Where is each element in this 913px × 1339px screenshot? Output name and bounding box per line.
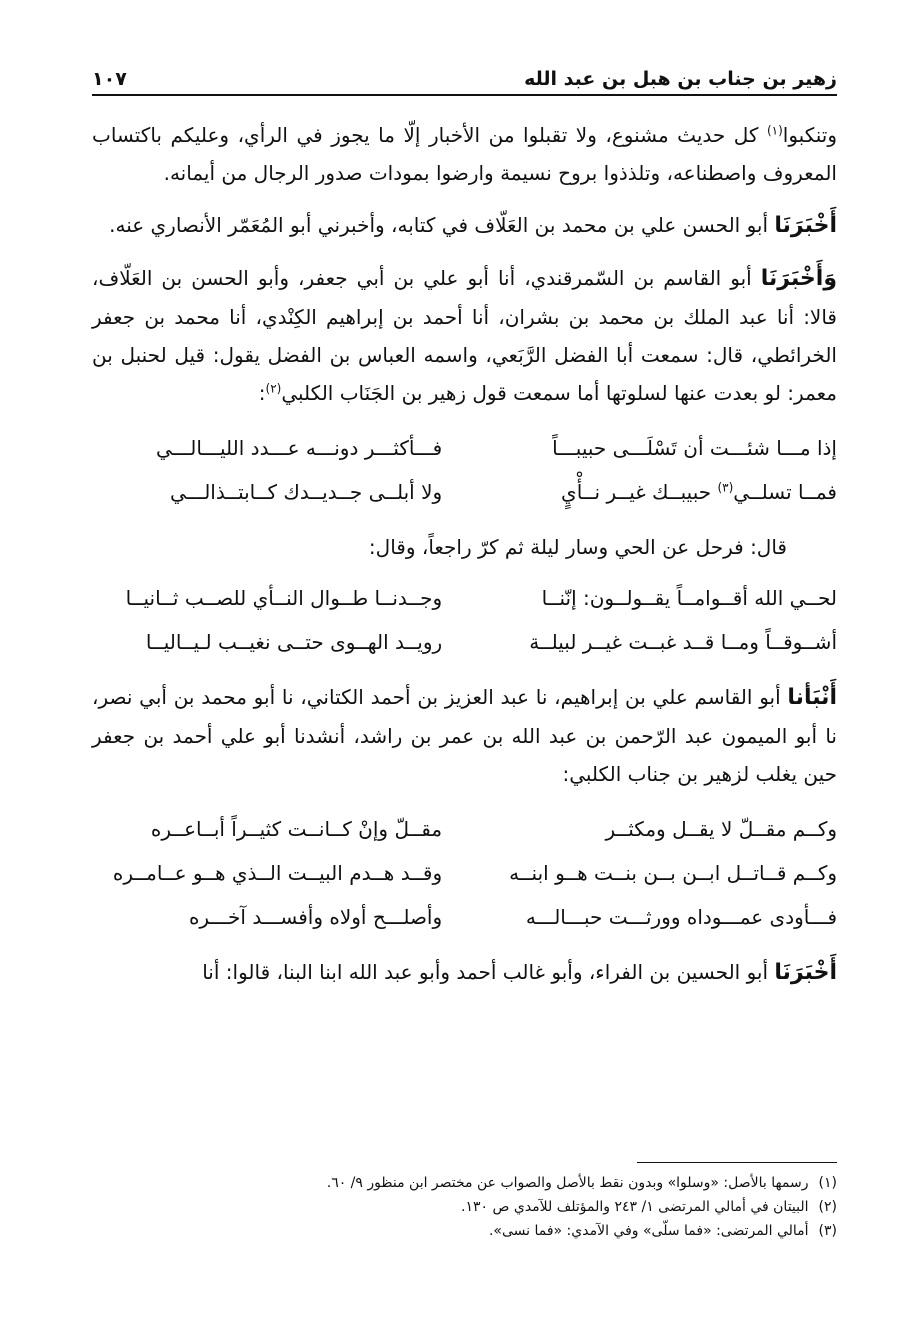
footnote-ref-1[interactable]: (١) (766, 123, 783, 138)
paragraph-1 (92, 116, 837, 192)
verse-hemistich-second: مقــلّ وإنْ كــانــت كثيــراً أبــاعــره (150, 817, 443, 841)
footnote-rule (637, 1162, 837, 1163)
verse (92, 807, 837, 851)
footnote-number: (١) (818, 1175, 837, 1191)
p1-text-start: وتنكبوا (782, 123, 837, 147)
verse (92, 851, 837, 895)
verse-hemistich-second: وأصلـــح أولاه وأفســـد آخـــره (188, 905, 443, 929)
verse-hemistich-second: فـــأكثـــر دونـــه عـــدد الليـــالـــي (155, 436, 443, 460)
poem-1 (92, 426, 837, 514)
verse-hemistich-second: وجــدنــا طــوال النــأي للصــب ثــانيــا (125, 586, 443, 610)
footnote-1 (92, 1171, 837, 1195)
hemistich-part: حبيبــك غيــر نــأْيٍ (561, 480, 718, 504)
hemistich-part: فمــا تسلــي (733, 480, 837, 504)
verse-hemistich-first: وكــم مقــلّ لا يقــل ومكثــر (605, 817, 837, 841)
paragraph-2 (92, 206, 837, 245)
main-text (92, 116, 837, 1006)
paragraph-5 (92, 678, 837, 793)
p3-text: أبو القاسم بن السّمرقندي، أنا أبو علي بن أبي جعفر، وأبو الحسن بن العَلّاف، قالا: أنا عبد الملك بن محمد بن بشران، أنا أحمد بن إبراهيم الكِنْدي، أنا محمد بن جعفر الخرائطي، قال: سمعت أبا الفضل الرَّبَعي، واسمه العباس بن الفضل يقول: قيل لحنبل بن معمر: لو بعدت عنها لسلوتها أما سمعت قول زهير بن الجَنَاب الكلبي (92, 266, 837, 405)
footnotes (92, 1162, 837, 1243)
isnad-lead: أَنْبَأنا (787, 685, 837, 710)
verse (92, 470, 837, 514)
poem-3 (92, 807, 837, 939)
footnote-number: (٣) (818, 1223, 837, 1239)
footnote-number: (٢) (818, 1199, 837, 1215)
paragraph-4: قال: فرحل عن الحي وسار ليلة ثم كرّ راجعاً، وقال: (368, 535, 787, 559)
verse (92, 426, 837, 470)
footnote-text: أمالي المرتضى: «فما سلّى» وفي الآمدي: «فما نسى». (488, 1223, 809, 1239)
verse-hemistich-first (487, 473, 837, 511)
footnote-2 (92, 1195, 837, 1219)
p6-text: أبو الحسين بن الفراء، وأبو غالب أحمد وأبو عبد الله ابنا البنا، قالوا: أنا (202, 960, 775, 984)
paragraph-3 (92, 259, 837, 412)
verse (92, 576, 837, 620)
verse-hemistich-first: أشــوقــاً ومــا قــد غبــت غيــر لبيلــة (529, 630, 837, 654)
footnote-text: رسمها بالأصل: «وسلوا» وبدون نقط بالأصل والصواب عن مختصر ابن منظور ٩/ ٦٠. (326, 1175, 809, 1191)
verse (92, 620, 837, 664)
verse-hemistich-second: ولا أبلــى جــديــدك كــابتــذالـــي (169, 480, 443, 504)
running-header (92, 60, 837, 90)
poem-2 (92, 576, 837, 664)
verse-hemistich-first: إذا مـــا شئـــت أن تَسْلَـــى حبيبـــاً (552, 436, 837, 460)
isnad-lead: أَخْبَرَنَا (774, 960, 837, 985)
paragraph-6 (92, 953, 837, 992)
footnote-ref-3[interactable]: (٣) (717, 480, 734, 495)
verse-hemistich-first: لحــي الله أقــوامــاً يقــولــون: إنّنــا (541, 586, 837, 610)
p3-tail: : (258, 381, 266, 405)
footnote-3 (92, 1219, 837, 1243)
header-title: زهير بن جناب بن هبل بن عبد الله (524, 68, 837, 90)
header-rule (92, 94, 837, 96)
verse-hemistich-second: وقــد هــدم البيــت الــذي هــو عــامــره (112, 861, 443, 885)
p5-text: أبو القاسم علي بن إبراهيم، نا عبد العزيز بن أحمد الكتاني، نا أبو محمد بن أبي نصر، نا أبو الميمون عبد الرّحمن بن عبد الله بن عمر بن راشد، أنشدنا أبو علي أحمد بن جعفر حين يغلب لزهير بن جناب الكلبي: (92, 685, 837, 786)
isnad-lead: أَخْبَرَنَا (774, 213, 837, 238)
verse-hemistich-first: وكــم قــاتــل ابــن بــن بنــت هــو ابنــه (509, 861, 837, 885)
verse-hemistich-second: رويــد الهــوى حتــى نغيــب لـيــاليــا (145, 630, 443, 654)
footnote-text: البيتان في أمالي المرتضى ١/ ٢٤٣ والمؤتلف للآمدي ص ١٣٠. (461, 1199, 809, 1215)
verse (92, 895, 837, 939)
isnad-lead: وَأَخْبَرَنَا (760, 266, 837, 291)
p1-text-rest: كل حديث مشنوع، ولا تقبلوا من الأخبار إلّا ما يجوز في الرأي، وعليكم باكتساب المعروف واصطناعه، وتلذذوا بروح نسيمة وارضوا بمودات صدور الرجال من أيمانه. (92, 123, 837, 185)
verse-hemistich-first: فـــأودى عمـــوداه وورثـــت حبـــالـــه (525, 905, 837, 929)
page-number: ١٠٧ (92, 68, 127, 90)
p2-text: أبو الحسن علي بن محمد بن العَلّاف في كتابه، وأخبرني أبو المُعَمّر الأنصاري عنه. (109, 213, 775, 237)
footnote-ref-2[interactable]: (٢) (265, 381, 282, 396)
